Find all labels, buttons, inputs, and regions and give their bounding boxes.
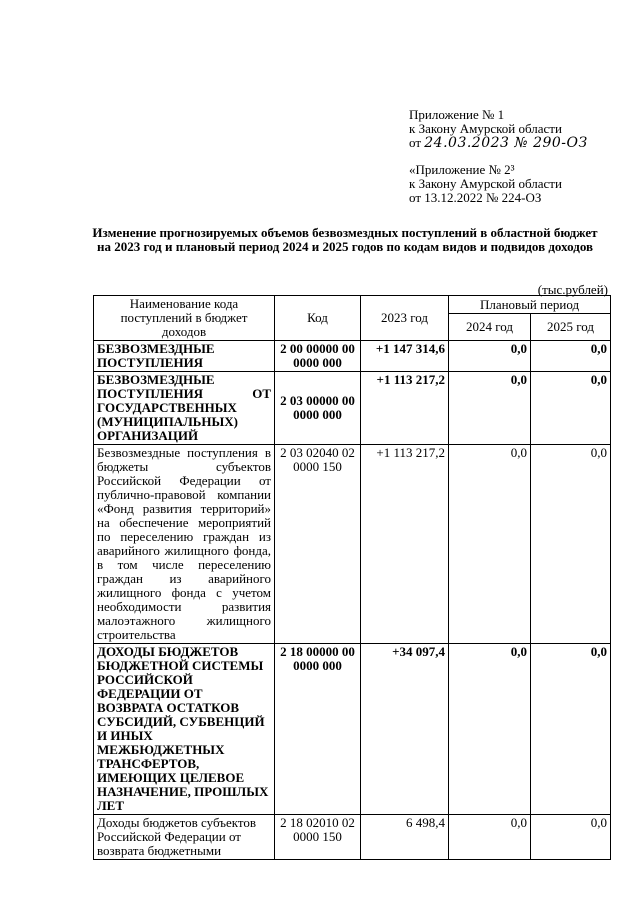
row-2023: 6 498,4 [361, 815, 449, 860]
row-2025: 0,0 [531, 445, 611, 644]
row-2025: 0,0 [531, 341, 611, 372]
header-2023: 2023 год [361, 296, 449, 341]
row-2023: +34 097,4 [361, 644, 449, 815]
handwritten-signature-date: 24.03.2023 № 290-ОЗ [424, 135, 588, 151]
document-title: Изменение прогнозируемых объемов безвозмездных поступлений в областной бюджет на 2023 год и плановый период 2024 и 2025 годов по кодам видов и подвидов доходов [92, 225, 598, 254]
row-code: 2 03 00000 00 0000 000 [275, 372, 361, 445]
header-code: Код [275, 296, 361, 341]
header-planned-period: Плановый период [449, 296, 611, 314]
row-2024: 0,0 [449, 341, 531, 372]
appendix-1-note [409, 108, 629, 150]
appendix-1-date-prefix: от [409, 135, 422, 150]
row-2024: 0,0 [449, 372, 531, 445]
header-2024: 2024 год [449, 314, 531, 341]
row-2025: 0,0 [531, 372, 611, 445]
table-row [94, 372, 611, 445]
row-2023: +1 147 314,6 [361, 341, 449, 372]
row-code: 2 18 02010 02 0000 150 [275, 815, 361, 860]
appendix-2-label: «Приложение № 2³ [409, 162, 515, 177]
appendix-2-date: от 13.12.2022 № 224-ОЗ [409, 190, 542, 205]
row-name: Доходы бюджетов субъектов Российской Федерации от возврата бюджетными [94, 815, 275, 860]
header-name: Наименование кода поступлений в бюджет доходов [94, 296, 275, 341]
row-name: БЕЗВОЗМЕЗДНЫЕ ПОСТУПЛЕНИЯ [94, 341, 275, 372]
revenue-table [93, 295, 611, 860]
table-row [94, 815, 611, 860]
appendix-1-date-line [409, 136, 629, 150]
table-row [94, 445, 611, 644]
units-label: (тыс.рублей) [537, 282, 608, 297]
row-2023: +1 113 217,2 [361, 372, 449, 445]
row-name: БЕЗВОЗМЕЗДНЫЕ ПОСТУПЛЕНИЯ ОТ ГОСУДАРСТВЕННЫХ (МУНИЦИПАЛЬНЫХ) ОРГАНИЗАЦИЙ [94, 372, 275, 445]
row-2024: 0,0 [449, 815, 531, 860]
appendix-2-note [409, 163, 629, 205]
appendix-1-law: к Закону Амурской области [409, 121, 562, 136]
row-code: 2 03 02040 02 0000 150 [275, 445, 361, 644]
table-row [94, 644, 611, 815]
row-code: 2 00 00000 00 0000 000 [275, 341, 361, 372]
appendix-1-label: Приложение № 1 [409, 107, 505, 122]
row-code: 2 18 00000 00 0000 000 [275, 644, 361, 815]
header-2025: 2025 год [531, 314, 611, 341]
row-2025: 0,0 [531, 644, 611, 815]
row-name: Безвозмездные поступления в бюджеты субъектов Российской Федерации от публично-правовой компании «Фонд развития территорий» на обеспечение мероприятий по переселению граждан из аварийного жилищного фонда, в том числе переселению граждан из аварийного жилищного фонда с учетом необходимости развития малоэтажного жилищного строительства [94, 445, 275, 644]
row-2025: 0,0 [531, 815, 611, 860]
row-2024: 0,0 [449, 445, 531, 644]
table-row [94, 341, 611, 372]
row-2023: +1 113 217,2 [361, 445, 449, 644]
row-name: ДОХОДЫ БЮДЖЕТОВ БЮДЖЕТНОЙ СИСТЕМЫ РОССИЙСКОЙ ФЕДЕРАЦИИ ОТ ВОЗВРАТА ОСТАТКОВ СУБСИДИЙ, СУБВЕНЦИЙ И ИНЫХ МЕЖБЮДЖЕТНЫХ ТРАНСФЕРТОВ, ИМЕЮЩИХ ЦЕЛЕВОЕ НАЗНАЧЕНИЕ, ПРОШЛЫХ ЛЕТ [94, 644, 275, 815]
row-2024: 0,0 [449, 644, 531, 815]
appendix-2-law: к Закону Амурской области [409, 176, 562, 191]
table-header-row [94, 296, 611, 314]
